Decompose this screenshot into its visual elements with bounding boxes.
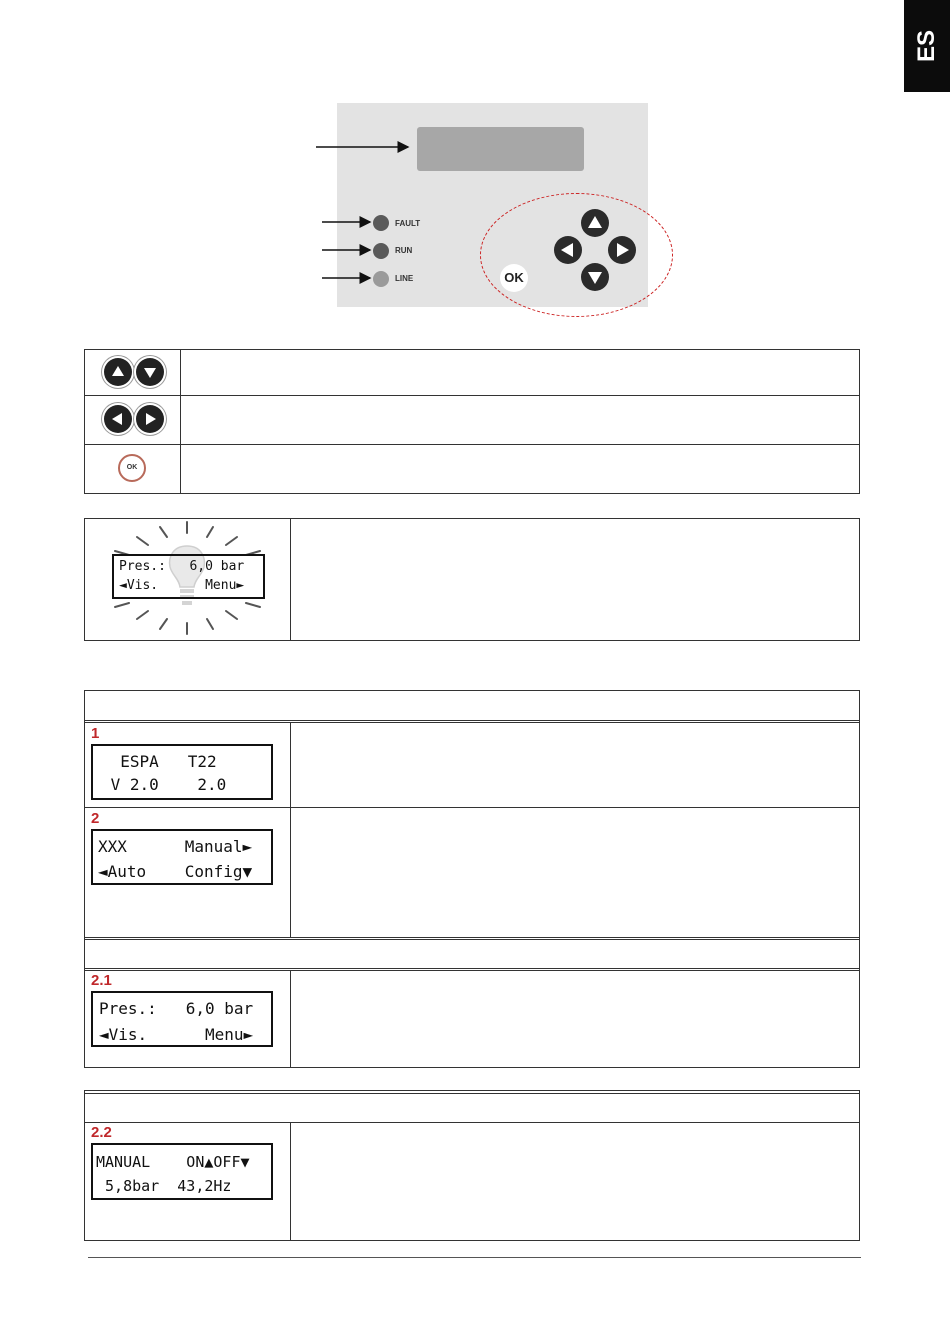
callout-arrows <box>310 135 420 295</box>
lcd-line-1: MANUAL ON▲OFF▼ <box>96 1153 250 1171</box>
step-number: 2.2 <box>91 1124 112 1141</box>
key-table <box>84 349 860 494</box>
menu-table-divider <box>290 971 291 1068</box>
lcd-line-1: Pres.: 6,0 bar <box>99 999 254 1018</box>
panel-display <box>417 127 584 171</box>
run-label: RUN <box>395 246 413 255</box>
lcd-line-2: ◄Vis. Menu► <box>119 578 245 593</box>
language-tab <box>904 0 950 92</box>
fault-label: FAULT <box>395 219 421 228</box>
lcd-line-2: V 2.0 2.0 <box>101 775 227 794</box>
up-key-icon <box>104 358 132 386</box>
up-arrow-icon[interactable] <box>581 209 609 237</box>
ok-button[interactable]: OK <box>500 264 528 292</box>
lcd-line-1: Pres.: 6,0 bar <box>119 559 245 574</box>
backlight-table-divider <box>290 518 291 641</box>
footer-rule <box>88 1257 861 1258</box>
step-number: 2 <box>91 810 100 827</box>
lcd-line-2: ◄Auto Config▼ <box>98 862 253 881</box>
run-led <box>373 243 389 259</box>
right-key-icon <box>136 405 164 433</box>
language-code: ES <box>913 29 940 63</box>
fault-led <box>373 215 389 231</box>
menu-table-row-divider <box>84 807 860 808</box>
key-table-row-divider <box>84 395 860 396</box>
line-led <box>373 271 389 287</box>
key-table-row-divider <box>84 444 860 445</box>
step-1-lcd <box>91 744 273 800</box>
manual-table-divider <box>290 1123 291 1241</box>
left-key-icon <box>104 405 132 433</box>
lcd-line-2: ◄Vis. Menu► <box>99 1025 254 1044</box>
lcd-line-1: XXX Manual► <box>98 837 253 856</box>
menu-table-divider <box>290 723 291 938</box>
step-number: 1 <box>91 725 100 742</box>
manual-table-header-rule <box>84 1122 860 1123</box>
ok-key-icon: OK <box>118 454 146 482</box>
down-arrow-icon[interactable] <box>581 263 609 291</box>
lcd-line-1: ESPA T22 <box>101 752 217 771</box>
step-2-1-lcd <box>91 991 273 1047</box>
key-table-divider <box>180 349 181 494</box>
menu-subheader-rule <box>84 937 860 940</box>
lcd-line-2: 5,8bar 43,2Hz <box>96 1177 232 1195</box>
line-label: LINE <box>395 274 414 283</box>
menu-subheader-rule <box>84 968 860 971</box>
step-2-2-lcd <box>91 1143 273 1200</box>
down-key-icon <box>136 358 164 386</box>
step-number: 2.1 <box>91 972 112 989</box>
right-arrow-icon[interactable] <box>608 236 636 264</box>
menu-table-header-rule <box>84 720 860 723</box>
manual-table-top-rule <box>84 1093 860 1094</box>
backlight-lcd <box>112 554 265 599</box>
left-arrow-icon[interactable] <box>554 236 582 264</box>
step-2-lcd <box>91 829 273 885</box>
